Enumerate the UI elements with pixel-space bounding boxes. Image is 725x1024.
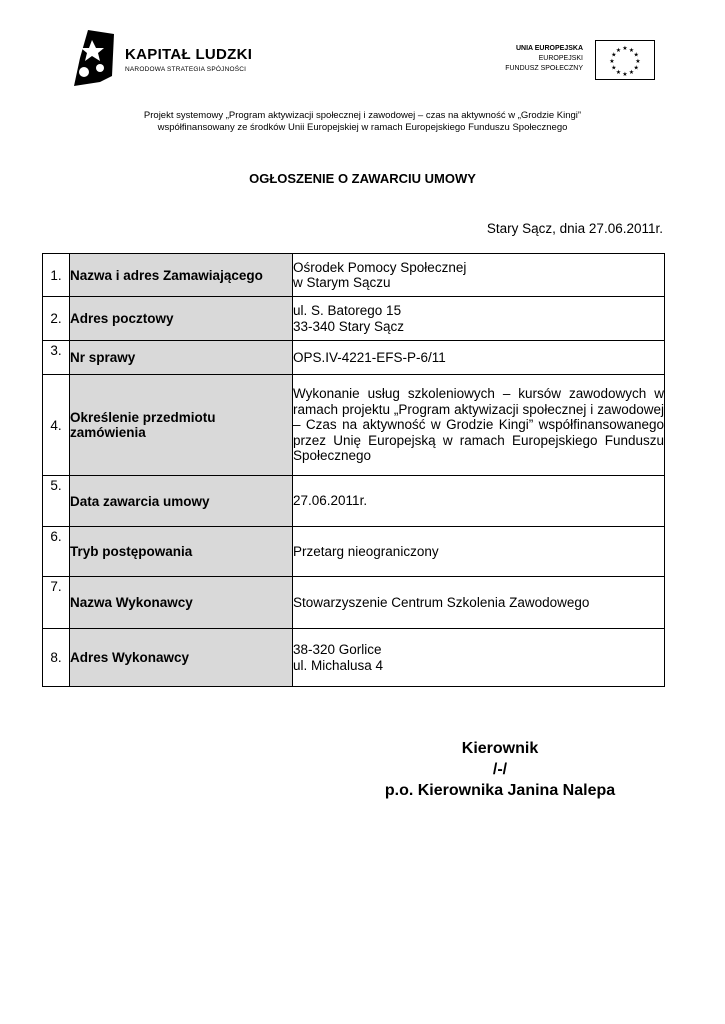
table-row xyxy=(43,527,665,577)
table-row xyxy=(43,297,665,341)
row-value xyxy=(293,629,665,687)
row-number: 5. xyxy=(43,476,70,527)
table-row xyxy=(43,577,665,629)
row-value-line: OPS.IV-4221-EFS-P-6/11 xyxy=(293,349,446,365)
kapital-ludzki-emblem-icon xyxy=(70,28,120,88)
project-line-1: Projekt systemowy „Program aktywizacji społecznej i zawodowej – czas na aktywność w „Grodzie Kingi” xyxy=(143,110,582,121)
row-value xyxy=(293,341,665,375)
row-value xyxy=(293,254,665,297)
row-value-line: Przetarg nieograniczony xyxy=(293,543,439,559)
table-row xyxy=(43,254,665,297)
signature-name: p.o. Kierownika Janina Nalepa xyxy=(384,782,616,799)
row-value-line: Wykonanie usług szkoleniowych – kursów zawodowych w ramach projektu „Program aktywizacji społecznej i zawodowej – Czas na aktywność w Grodzie Kingi” współfinansowanego przez Unię Europejską w ramach Europejskiego Funduszu Społecznego xyxy=(293,386,664,464)
kapital-ludzki-logo xyxy=(70,28,270,88)
row-number: 4. xyxy=(43,375,70,476)
svg-text:★: ★ xyxy=(609,58,615,65)
signature-mark: /-/ xyxy=(492,761,508,778)
row-value-line: 33-340 Stary Sącz xyxy=(293,318,405,334)
table-row xyxy=(43,341,665,375)
eu-flag-icon xyxy=(595,40,655,80)
document-date: Stary Sącz, dnia 27.06.2011r. xyxy=(486,221,663,236)
signature-title: Kierownik xyxy=(461,740,539,757)
eu-logo-text xyxy=(505,44,583,74)
row-number: 3. xyxy=(43,341,70,375)
row-label: Nazwa Wykonawcy xyxy=(70,577,293,629)
row-value xyxy=(293,527,665,577)
svg-text:★: ★ xyxy=(611,64,617,72)
row-value-line: Ośrodek Pomocy Społecznej xyxy=(293,259,467,275)
row-value xyxy=(293,375,665,476)
row-value-line: 27.06.2011r. xyxy=(293,493,368,509)
logo-title: KAPITAŁ LUDZKI xyxy=(125,46,253,63)
document-title: OGŁOSZENIE O ZAWARCIU UMOWY xyxy=(249,171,476,186)
row-label: Określenie przedmiotu zamówienia xyxy=(70,375,293,476)
row-number: 8. xyxy=(43,629,70,687)
row-value xyxy=(293,577,665,629)
svg-text:★: ★ xyxy=(622,71,628,78)
row-label: Adres Wykonawcy xyxy=(70,629,293,687)
svg-text:★: ★ xyxy=(615,69,622,77)
svg-text:★: ★ xyxy=(633,64,639,72)
signature-block xyxy=(375,738,625,801)
logo-subtitle: NARODOWA STRATEGIA SPÓJNOŚCI xyxy=(125,66,247,73)
svg-text:★: ★ xyxy=(615,46,622,54)
svg-text:★: ★ xyxy=(628,69,635,77)
table-row xyxy=(43,476,665,527)
project-description xyxy=(0,110,725,134)
svg-text:★: ★ xyxy=(635,58,641,65)
row-value xyxy=(293,297,665,341)
row-number: 7. xyxy=(43,577,70,629)
eu-logo-line3: FUNDUSZ SPOŁECZNY xyxy=(505,65,583,72)
eu-logo xyxy=(490,40,655,82)
row-number: 1. xyxy=(43,254,70,297)
eu-logo-line1: UNIA EUROPEJSKA xyxy=(515,45,583,52)
row-value xyxy=(293,476,665,527)
svg-text:★: ★ xyxy=(628,46,635,54)
row-number: 6. xyxy=(43,527,70,577)
svg-text:★: ★ xyxy=(622,45,628,52)
project-line-2: współfinansowany ze środków Unii Europejskiej w ramach Europejskiego Funduszu Społecznego xyxy=(157,122,568,133)
row-value-line: 38-320 Gorlice xyxy=(293,642,382,657)
svg-text:★: ★ xyxy=(611,51,617,59)
row-value-line: ul. S. Batorego 15 xyxy=(293,303,402,318)
row-label: Nr sprawy xyxy=(70,341,293,375)
row-label: Adres pocztowy xyxy=(70,297,293,341)
row-label: Tryb postępowania xyxy=(70,527,293,577)
eu-logo-line2: EUROPEJSKI xyxy=(538,55,583,62)
row-value-line: ul. Michalusa 4 xyxy=(293,657,384,673)
info-table xyxy=(42,253,665,687)
row-number: 2. xyxy=(43,297,70,341)
row-label: Data zawarcia umowy xyxy=(70,476,293,527)
table-row xyxy=(43,375,665,476)
table-row xyxy=(43,629,665,687)
svg-text:★: ★ xyxy=(633,51,639,59)
row-value-line: Stowarzyszenie Centrum Szkolenia Zawodowego xyxy=(293,594,590,610)
row-value-line: w Starym Sączu xyxy=(293,275,391,290)
row-label: Nazwa i adres Zamawiającego xyxy=(70,254,293,297)
